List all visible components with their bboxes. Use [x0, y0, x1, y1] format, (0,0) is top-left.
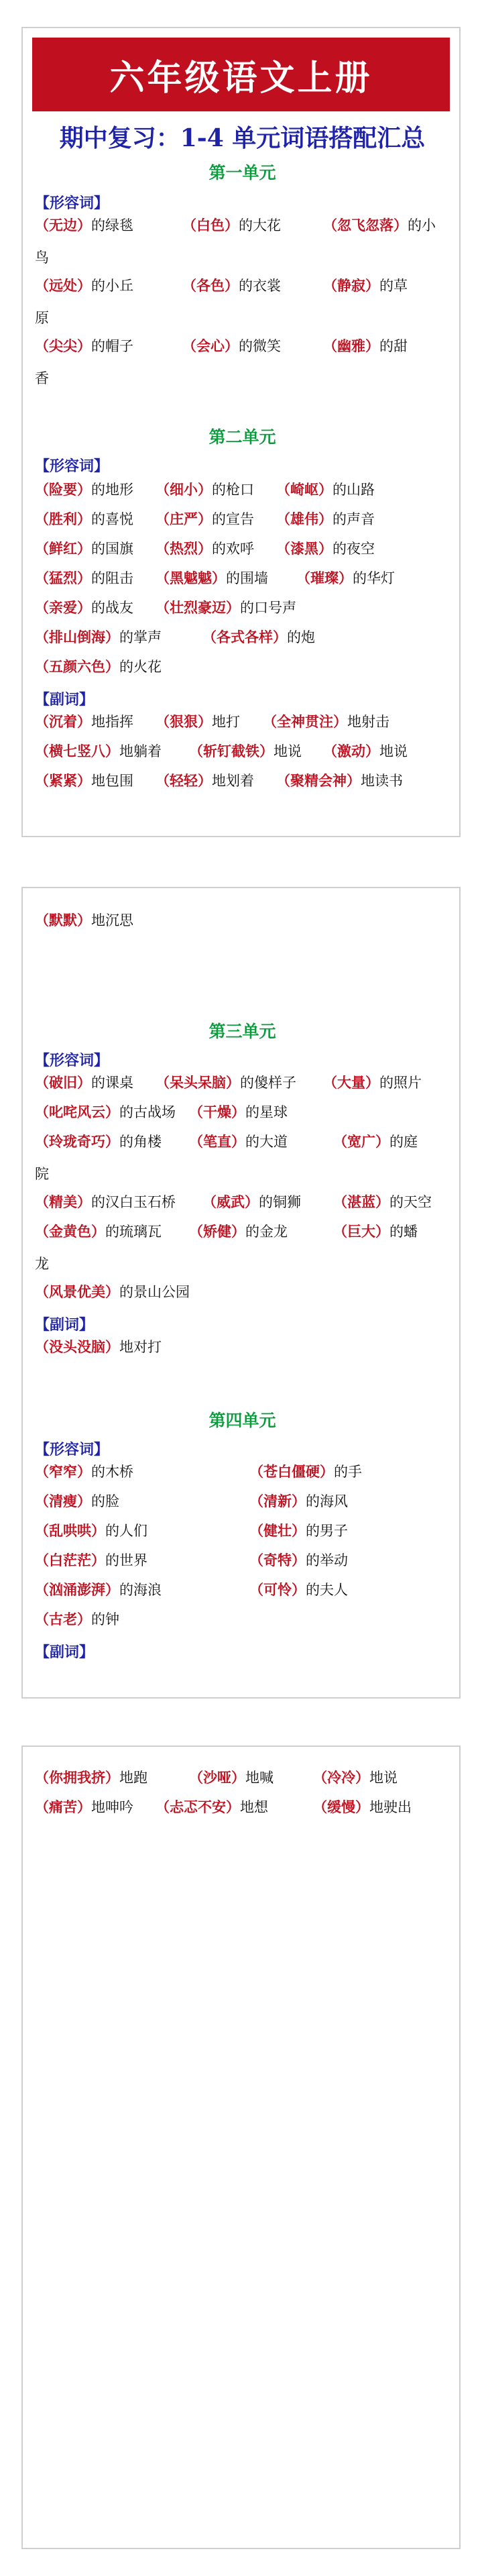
phrase: （窄窄）的木桥: [35, 1464, 133, 1480]
unit-2-title: 第二单元: [208, 427, 276, 447]
unit-4-adverb-row-2: [35, 1792, 450, 1822]
phrase: （清瘦）的脸: [35, 1493, 119, 1509]
phrase: （紧紧）地包围: [35, 773, 133, 789]
unit-4-title: 第四单元: [208, 1411, 276, 1430]
unit-3-adverb-row-1: [35, 1332, 450, 1362]
phrase: （金黄色）的琉璃瓦: [35, 1224, 162, 1240]
line-continuation: 原: [35, 310, 49, 326]
phrase: （静寂）的草: [323, 278, 408, 294]
phrase: （各色）的衣裳: [182, 278, 281, 294]
phrase: （胜利）的喜悦: [35, 511, 133, 527]
phrase: （矫健）的金龙: [189, 1224, 288, 1240]
phrase: （巨大）的蟠: [333, 1224, 418, 1240]
unit-3-row-1: [35, 1068, 450, 1097]
phrase: （古老）的钟: [35, 1611, 119, 1627]
phrase: （聚精会神）地读书: [276, 773, 403, 789]
phrase: （狠狠）地打: [156, 714, 240, 730]
page-subtitle: 期中复习：1-4 单元词语搭配汇总: [59, 124, 426, 152]
unit-4-adverb-label: 【副词】: [35, 1644, 95, 1661]
phrase: （乱哄哄）的人们: [35, 1523, 147, 1539]
page-1: [21, 27, 461, 837]
unit-2-adverb-row-4: [35, 906, 450, 935]
unit-2-adverb-row-2: [35, 737, 450, 766]
phrase: （叱咤风云）的古战场: [35, 1104, 176, 1120]
phrase: （白色）的大花: [182, 217, 281, 233]
phrase: （壮烈豪迈）的口号声: [156, 600, 296, 616]
unit-3-row-5: [35, 1217, 450, 1246]
line-continuation: 香: [35, 370, 49, 386]
phrase: （璀璨）的华灯: [296, 570, 395, 586]
phrase: （忐忑不安）地想: [156, 1799, 268, 1815]
unit-2-adjective-label: 【形容词】: [35, 458, 109, 475]
unit-4-row-5: [35, 1575, 450, 1605]
unit-4-row-2: [35, 1487, 450, 1516]
unit-1-adjective-label: 【形容词】: [35, 195, 109, 212]
unit-1-row-2: [35, 271, 450, 301]
phrase: （亲爱）的战友: [35, 600, 133, 616]
page-title: 六年级语文上册: [109, 57, 373, 99]
unit-3-adverb-label: 【副词】: [35, 1317, 95, 1334]
phrase: （宽广）的庭: [333, 1134, 418, 1150]
title-banner: [32, 38, 450, 111]
phrase: （黑魆魆）的围墙: [156, 570, 268, 586]
unit-4-row-4: [35, 1546, 450, 1575]
phrase: （五颜六色）的火花: [35, 659, 162, 675]
phrase: （可怜）的夫人: [249, 1582, 348, 1598]
unit-3-row-3: [35, 1127, 450, 1157]
phrase: （全神贯注）地射击: [263, 714, 389, 730]
phrase: （各式各样）的炮: [202, 629, 315, 645]
phrase: （横七竖八）地躺着: [35, 743, 162, 759]
phrase: （精美）的汉白玉石桥: [35, 1194, 176, 1210]
phrase: （排山倒海）的掌声: [35, 629, 162, 645]
phrase: （轻轻）地划着: [156, 773, 254, 789]
phrase: （险要）的地形: [35, 482, 133, 498]
phrase: （大量）的照片: [323, 1075, 422, 1091]
unit-2-row-7: [35, 652, 450, 682]
phrase: （远处）的小丘: [35, 278, 133, 294]
unit-2-row-5: [35, 593, 450, 623]
phrase: （庄严）的宣告: [156, 511, 254, 527]
page-2: [21, 887, 461, 1699]
phrase: （痛苦）地呻吟: [35, 1799, 133, 1815]
phrase: （湛蓝）的天空: [333, 1194, 432, 1210]
phrase: （热烈）的欢呼: [156, 541, 254, 557]
phrase: （会心）的微笑: [182, 338, 281, 354]
unit-4-row-6: [35, 1605, 450, 1634]
phrase: （健壮）的男子: [249, 1523, 348, 1539]
unit-2-row-3: [35, 534, 450, 564]
phrase: （忽飞忽落）的小: [323, 217, 436, 233]
unit-3-title: 第三单元: [208, 1022, 276, 1041]
unit-2-row-4: [35, 564, 450, 593]
unit-2-adverb-row-1: [35, 707, 450, 737]
phrase: （鲜红）的国旗: [35, 541, 133, 557]
phrase: （雄伟）的声音: [276, 511, 375, 527]
unit-4-adverb-row-1: [35, 1763, 450, 1792]
phrase: （沙哑）地喊: [189, 1770, 274, 1786]
unit-1-row-3: [35, 331, 450, 361]
phrase: （白茫茫）的世界: [35, 1552, 147, 1568]
phrase: （沉着）地指挥: [35, 714, 133, 730]
phrase: （尖尖）的帽子: [35, 338, 133, 354]
unit-3-row-4: [35, 1187, 450, 1217]
line-continuation: 龙: [35, 1256, 49, 1272]
phrase: （崎岖）的山路: [276, 482, 375, 498]
unit-4-row-3: [35, 1516, 450, 1546]
unit-1-row-1: [35, 211, 450, 240]
unit-2-adverb-row-3: [35, 766, 450, 796]
unit-2-row-6: [35, 623, 450, 652]
phrase: （冷冷）地说: [313, 1770, 398, 1786]
line-continuation: 院: [35, 1166, 49, 1182]
phrase: （斩钉截铁）地说: [189, 743, 302, 759]
phrase: （细小）的枪口: [156, 482, 254, 498]
phrase: （默默）地沉思: [35, 912, 133, 928]
phrase: （缓慢）地驶出: [313, 1799, 412, 1815]
phrase: （漆黑）的夜空: [276, 541, 375, 557]
phrase: （奇特）的举动: [249, 1552, 348, 1568]
phrase: （干燥）的星球: [189, 1104, 288, 1120]
phrase: （无边）的绿毯: [35, 217, 133, 233]
phrase: （笔直）的大道: [189, 1134, 288, 1150]
phrase: （激动）地说: [323, 743, 408, 759]
phrase: （清新）的海风: [249, 1493, 348, 1509]
unit-2-row-2: [35, 504, 450, 534]
phrase: （汹涌澎湃）的海浪: [35, 1582, 162, 1598]
phrase: （苍白僵硬）的手: [249, 1464, 362, 1480]
unit-2-row-1: [35, 475, 450, 504]
phrase: （你拥我挤）地跑: [35, 1770, 147, 1786]
phrase: （没头没脑）地对打: [35, 1339, 162, 1355]
phrase: （玲珑奇巧）的角楼: [35, 1134, 162, 1150]
phrase: （呆头呆脑）的傻样子: [156, 1075, 296, 1091]
line-continuation: 鸟: [35, 250, 49, 266]
unit-1-title: 第一单元: [208, 163, 276, 182]
unit-3-row-6: [35, 1277, 450, 1307]
page-3: [21, 1746, 461, 2549]
unit-3-row-2: [35, 1097, 450, 1127]
unit-2-adverb-label: 【副词】: [35, 692, 95, 708]
unit-4-row-1: [35, 1457, 450, 1487]
unit-3-adjective-label: 【形容词】: [35, 1053, 109, 1069]
unit-4-adjective-label: 【形容词】: [35, 1442, 109, 1458]
phrase: （风景优美）的景山公园: [35, 1284, 190, 1300]
phrase: （威武）的铜狮: [202, 1194, 301, 1210]
phrase: （幽雅）的甜: [323, 338, 408, 354]
phrase: （猛烈）的阻击: [35, 570, 133, 586]
phrase: （破旧）的课桌: [35, 1075, 133, 1091]
